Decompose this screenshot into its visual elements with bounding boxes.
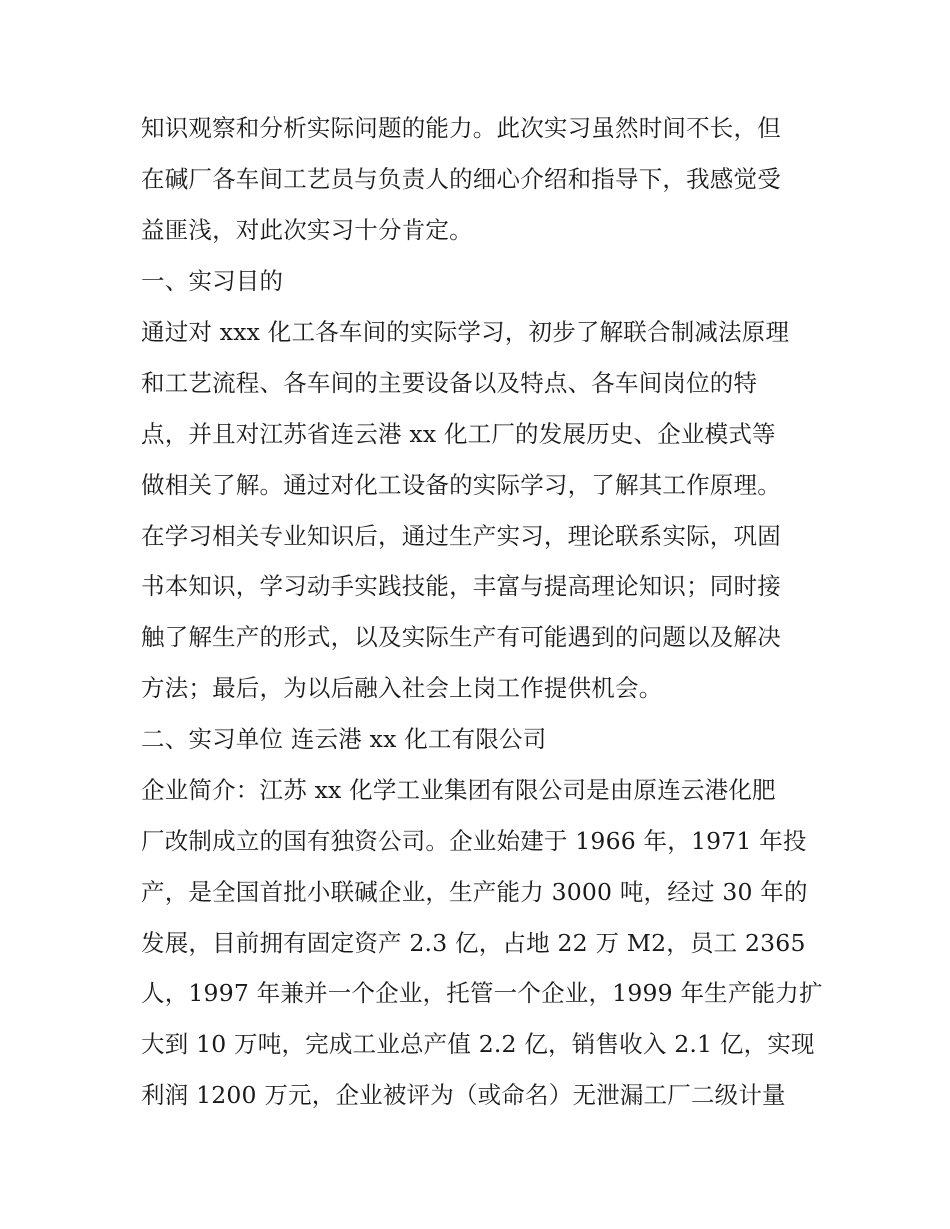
text-line: 通过对 xxx 化工各车间的实际学习，初步了解联合制减法原理 bbox=[141, 318, 790, 346]
text-line: 书本知识，学习动手实践技能，丰富与提高理论知识；同时接 bbox=[141, 572, 781, 600]
section-heading-purpose: 一、实习目的 bbox=[141, 267, 284, 295]
section-heading-unit: 二、实习单位 连云港 xx 化工有限公司 bbox=[141, 725, 547, 753]
text-line: 在学习相关专业知识后，通过生产实习，理论联系实际，巩固 bbox=[141, 522, 781, 550]
text-line: 点，并且对江苏省连云港 xx 化工厂的发展历史、企业模式等 bbox=[141, 420, 776, 448]
text-line: 人，1997 年兼并一个企业，托管一个企业，1999 年生产能力扩 bbox=[141, 979, 823, 1007]
text-line: 在碱厂各车间工艺员与负责人的细心介绍和指导下，我感觉受 bbox=[141, 165, 781, 193]
text-line: 益匪浅，对此次实习十分肯定。 bbox=[141, 216, 473, 244]
text-line: 大到 10 万吨，完成工业总产值 2.2 亿，销售收入 2.1 亿，实现 bbox=[141, 1030, 815, 1058]
text-line: 触了解生产的形式，以及实际生产有可能遇到的问题以及解决 bbox=[141, 623, 781, 651]
text-line: 知识观察和分析实际问题的能力。此次实习虽然时间不长，但 bbox=[141, 114, 781, 142]
text-line: 发展，目前拥有固定资产 2.3 亿，占地 22 万 M2，员工 2365 bbox=[141, 929, 806, 957]
text-line: 企业简介：江苏 xx 化学工业集团有限公司是由原连云港化肥 bbox=[141, 776, 776, 804]
text-line: 和工艺流程、各车间的主要设备以及特点、各车间岗位的特 bbox=[141, 369, 758, 397]
text-line: 利润 1200 万元，企业被评为（或命名）无泄漏工厂二级计量 bbox=[141, 1081, 786, 1109]
text-line: 产，是全国首批小联碱企业，生产能力 3000 吨，经过 30 年的 bbox=[141, 878, 808, 906]
text-line: 厂改制成立的国有独资公司。企业始建于 1966 年，1971 年投 bbox=[141, 827, 807, 855]
text-line: 方法；最后，为以后融入社会上岗工作提供机会。 bbox=[141, 674, 663, 702]
text-line: 做相关了解。通过对化工设备的实际学习，了解其工作原理。 bbox=[141, 471, 781, 499]
